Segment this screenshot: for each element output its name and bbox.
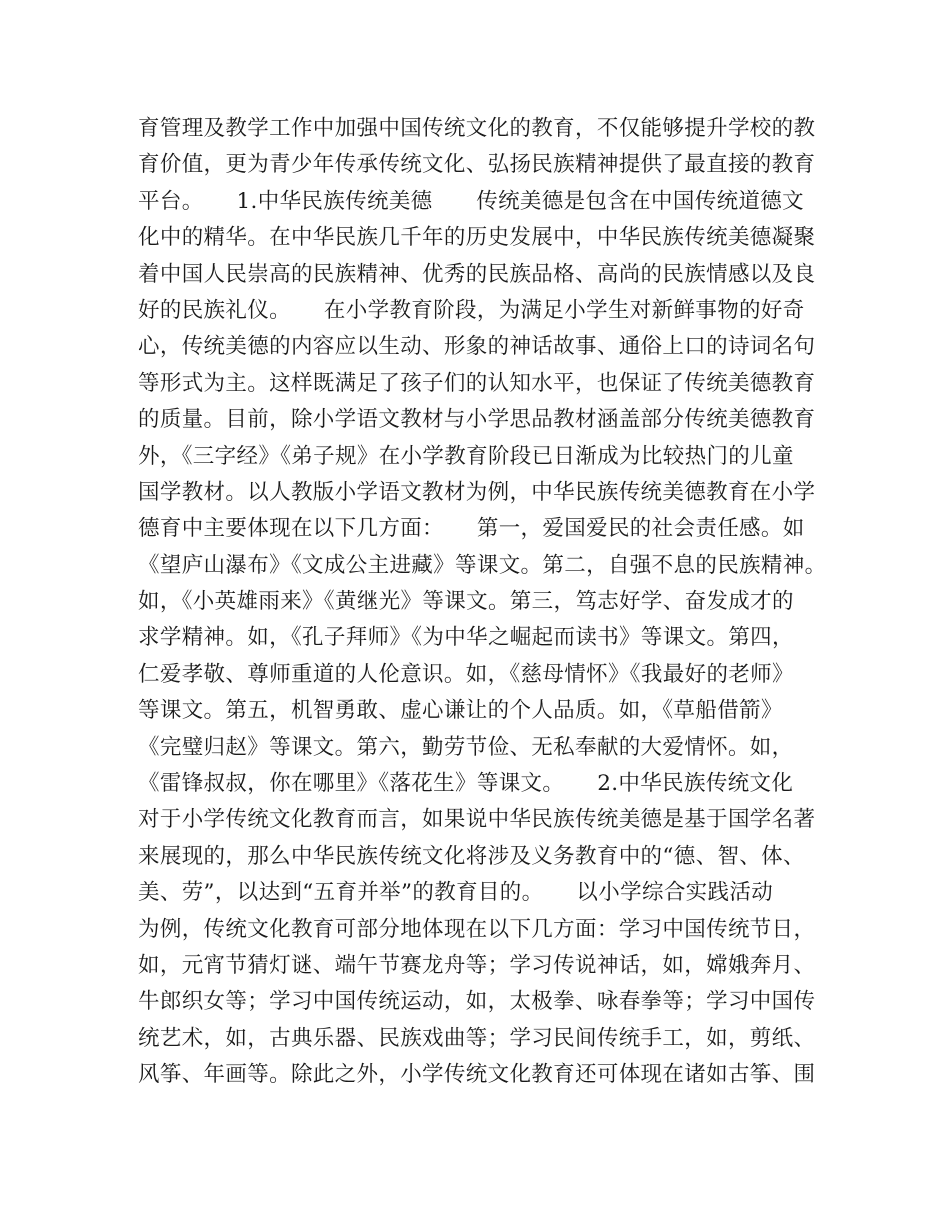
- text-line-21: 来展现的，那么中华民族传统文化将涉及义务教育中的“德、智、体、: [138, 843, 805, 869]
- text-line-1: 育管理及教学工作中加强中国传统文化的教育，不仅能够提升学校的教: [138, 116, 816, 141]
- text-line-8: 等形式为主。这样既满足了孩子们的认知水平，也保证了传统美德教育: [138, 370, 816, 396]
- text-line-19: 《雷锋叔叔，你在哪里》《落花生》等课文。 2.中华民族传统文化: [138, 771, 794, 797]
- text-line-4: 化中的精华。在中华民族几千年的历史发展中，中华民族传统美德凝聚: [138, 225, 816, 251]
- text-line-11: 国学教材。以人教版小学语文教材为例，中华民族传统美德教育在小学: [138, 479, 816, 505]
- text-line-10: 外，《三字经》《弟子规》在小学教育阶段已日渐成为比较热门的儿童: [138, 443, 794, 469]
- text-line-20: 对于小学传统文化教育而言，如果说中华民族传统美德是基于国学名著: [138, 807, 816, 833]
- text-line-18: 《完璧归赵》等课文。第六，勤劳节俭、无私奉献的大爱情怀。如，: [138, 734, 794, 760]
- text-line-25: 牛郎织女等；学习中国传统运动，如，太极拳、咏春拳等；学习中国传: [138, 989, 816, 1015]
- text-line-22: 美、劳”，以达到“五育并举”的教育目的。 以小学综合实践活动: [138, 880, 774, 906]
- text-line-24: 如，元宵节猜灯谜、端午节赛龙舟等；学习传说神话，如，嫦娥奔月、: [138, 952, 816, 978]
- text-line-12: 德育中主要体现在以下几方面： 第一，爱国爱民的社会责任感。如: [138, 516, 805, 542]
- text-line-17: 等课文。第五，机智勇敢、虚心谦让的个人品质。如，《草船借箭》: [138, 698, 783, 724]
- text-line-14: 如，《小英雄雨来》《黄继光》等课文。第三，笃志好学、奋发成才的: [138, 589, 794, 615]
- text-line-3: 平台。 1.中华民族传统美德 传统美德是包含在中国传统道德文: [138, 188, 804, 214]
- text-line-23: 为例，传统文化教育可部分地体现在以下几方面：学习中国传统节日，: [138, 916, 816, 942]
- body-text: [138, 111, 828, 1094]
- text-line-2: 育价值，更为青少年传承传统文化、弘扬民族精神提供了最直接的教育: [138, 152, 816, 178]
- text-line-26: 统艺术，如，古典乐器、民族戏曲等；学习民间传统手工，如，剪纸、: [138, 1025, 816, 1051]
- text-line-15: 求学精神。如，《孔子拜师》《为中华之崛起而读书》等课文。第四，: [138, 625, 794, 651]
- text-line-9: 的质量。目前，除小学语文教材与小学思品教材涵盖部分传统美德教育: [138, 407, 816, 433]
- text-line-13: 《望庐山瀑布》《文成公主进藏》等课文。第二，自强不息的民族精神。: [138, 552, 827, 578]
- text-line-27: 风筝、年画等。除此之外，小学传统文化教育还可体现在诸如古筝、围: [138, 1062, 816, 1088]
- text-line-6: 好的民族礼仪。 在小学教育阶段，为满足小学生对新鲜事物的好奇: [138, 297, 805, 323]
- text-line-16: 仁爱孝敬、尊师重道的人伦意识。如，《慈母情怀》《我最好的老师》: [138, 661, 794, 687]
- text-line-7: 心，传统美德的内容应以生动、形象的神话故事、通俗上口的诗词名句: [138, 334, 816, 360]
- text-line-5: 着中国人民崇高的民族精神、优秀的民族品格、高尚的民族情感以及良: [138, 261, 816, 287]
